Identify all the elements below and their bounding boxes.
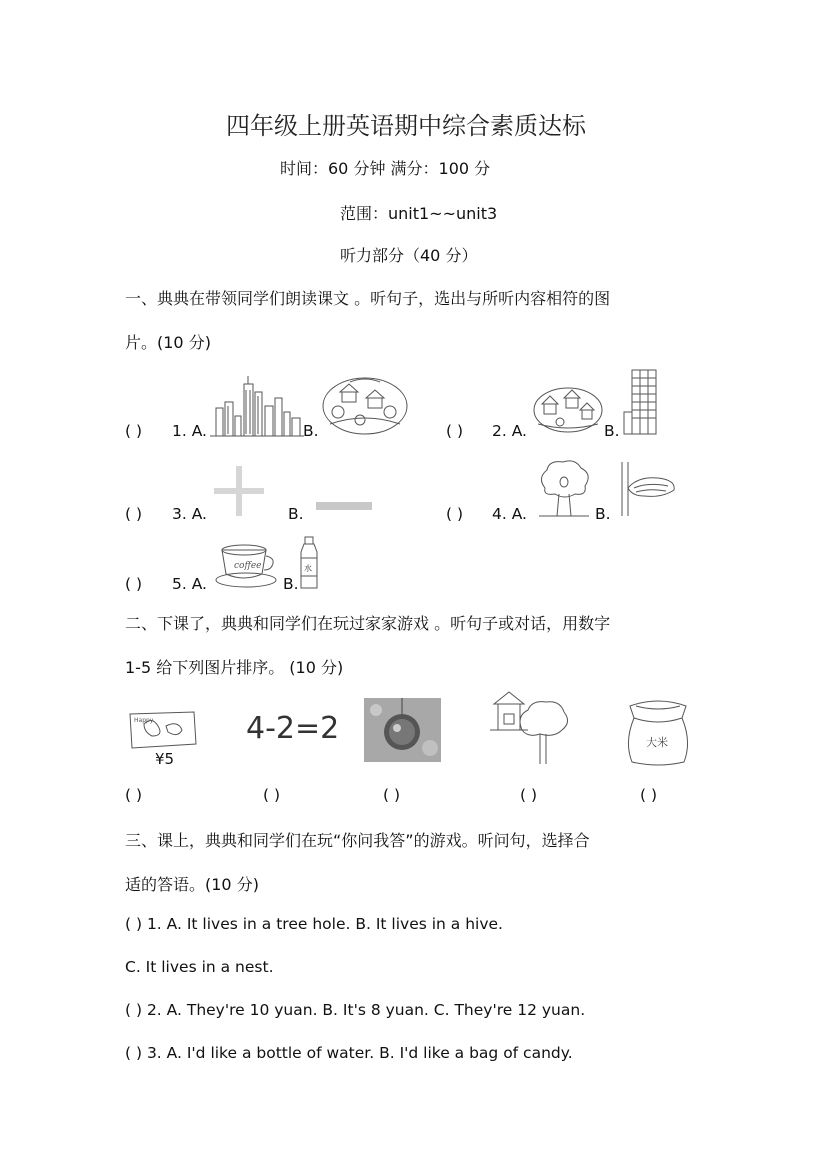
svg-text:Happy: Happy bbox=[134, 717, 154, 724]
svg-text:大米: 大米 bbox=[646, 736, 668, 749]
answer-blank[interactable]: ( ) bbox=[446, 422, 464, 440]
village-houses-icon bbox=[532, 380, 604, 436]
minus-sign-icon bbox=[316, 500, 372, 512]
rice-bag-icon bbox=[622, 692, 694, 766]
section2-instruction: 二、下课了，典典和同学们在玩过家家游戏 。听句子或对话，用数字 bbox=[125, 614, 611, 633]
question-3: ( ) 3. A. I'd like a bottle of water. B. I'd like a bag of candy. bbox=[125, 1044, 573, 1062]
option-label-a: 5. A. bbox=[172, 575, 207, 593]
question-1-option-c: C. It lives in a nest. bbox=[125, 958, 274, 976]
page-title: 四年级上册英语期中综合素质达标 bbox=[226, 112, 586, 140]
city-skyline-icon bbox=[210, 376, 304, 438]
math-expression: 4-2=2 bbox=[246, 711, 340, 746]
option-label-b: B. bbox=[595, 505, 611, 523]
answer-blank[interactable]: ( ) bbox=[446, 505, 464, 523]
ordering-blank[interactable]: ( ) bbox=[125, 786, 143, 804]
section3-instruction-cont: 适的答语。(10 分) bbox=[125, 875, 259, 894]
svg-text:coffee: coffee bbox=[234, 561, 262, 571]
option-label-a: 2. A. bbox=[492, 422, 527, 440]
question-2: ( ) 2. A. They're 10 yuan. B. It's 8 yuan. C. They're 12 yuan. bbox=[125, 1001, 586, 1019]
house-tree-icon bbox=[488, 690, 572, 766]
question-1: ( ) 1. A. It lives in a tree hole. B. It lives in a hive. bbox=[125, 915, 503, 933]
option-label-a: 1. A. bbox=[172, 422, 207, 440]
answer-blank[interactable]: ( ) bbox=[125, 422, 143, 440]
coffee-cup-icon bbox=[214, 540, 280, 590]
tree-icon bbox=[535, 458, 593, 520]
option-label-a: 4. A. bbox=[492, 505, 527, 523]
bird-nest-icon bbox=[618, 462, 678, 516]
listening-part-heading: 听力部分（40 分） bbox=[340, 246, 478, 265]
section3-instruction: 三、课上，典典和同学们在玩“你问我答”的游戏。听问句，选择合 bbox=[125, 831, 590, 850]
town-map-icon bbox=[320, 372, 410, 438]
option-label-b: B. bbox=[303, 422, 319, 440]
water-bottle-icon bbox=[298, 536, 320, 590]
tall-building-icon bbox=[622, 368, 664, 436]
ordering-blank[interactable]: ( ) bbox=[383, 786, 401, 804]
ordering-blank[interactable]: ( ) bbox=[520, 786, 538, 804]
price-label: ¥5 bbox=[155, 750, 175, 768]
option-label-b: B. bbox=[288, 505, 304, 523]
answer-blank[interactable]: ( ) bbox=[125, 505, 143, 523]
section1-instruction-cont: 片。(10 分) bbox=[125, 333, 211, 352]
plus-sign-icon bbox=[212, 464, 266, 518]
option-label-b: B. bbox=[604, 422, 620, 440]
option-label-b: B. bbox=[283, 575, 299, 593]
gift-voucher-icon bbox=[128, 710, 198, 750]
section2-instruction-cont: 1-5 给下列图片排序。 (10 分) bbox=[125, 658, 344, 677]
ordering-blank[interactable]: ( ) bbox=[263, 786, 281, 804]
ordering-blank[interactable]: ( ) bbox=[640, 786, 658, 804]
exam-time-score: 时间：60 分钟 满分：100 分 bbox=[280, 159, 491, 178]
answer-blank[interactable]: ( ) bbox=[125, 575, 143, 593]
option-label-a: 3. A. bbox=[172, 505, 207, 523]
section1-instruction: 一、典典在带领同学们朗读课文 。听句子，选出与所听内容相符的图 bbox=[125, 289, 611, 308]
ornament-photo-icon bbox=[364, 698, 441, 762]
svg-text:水: 水 bbox=[304, 564, 312, 573]
exam-scope: 范围：unit1~~unit3 bbox=[340, 204, 498, 223]
